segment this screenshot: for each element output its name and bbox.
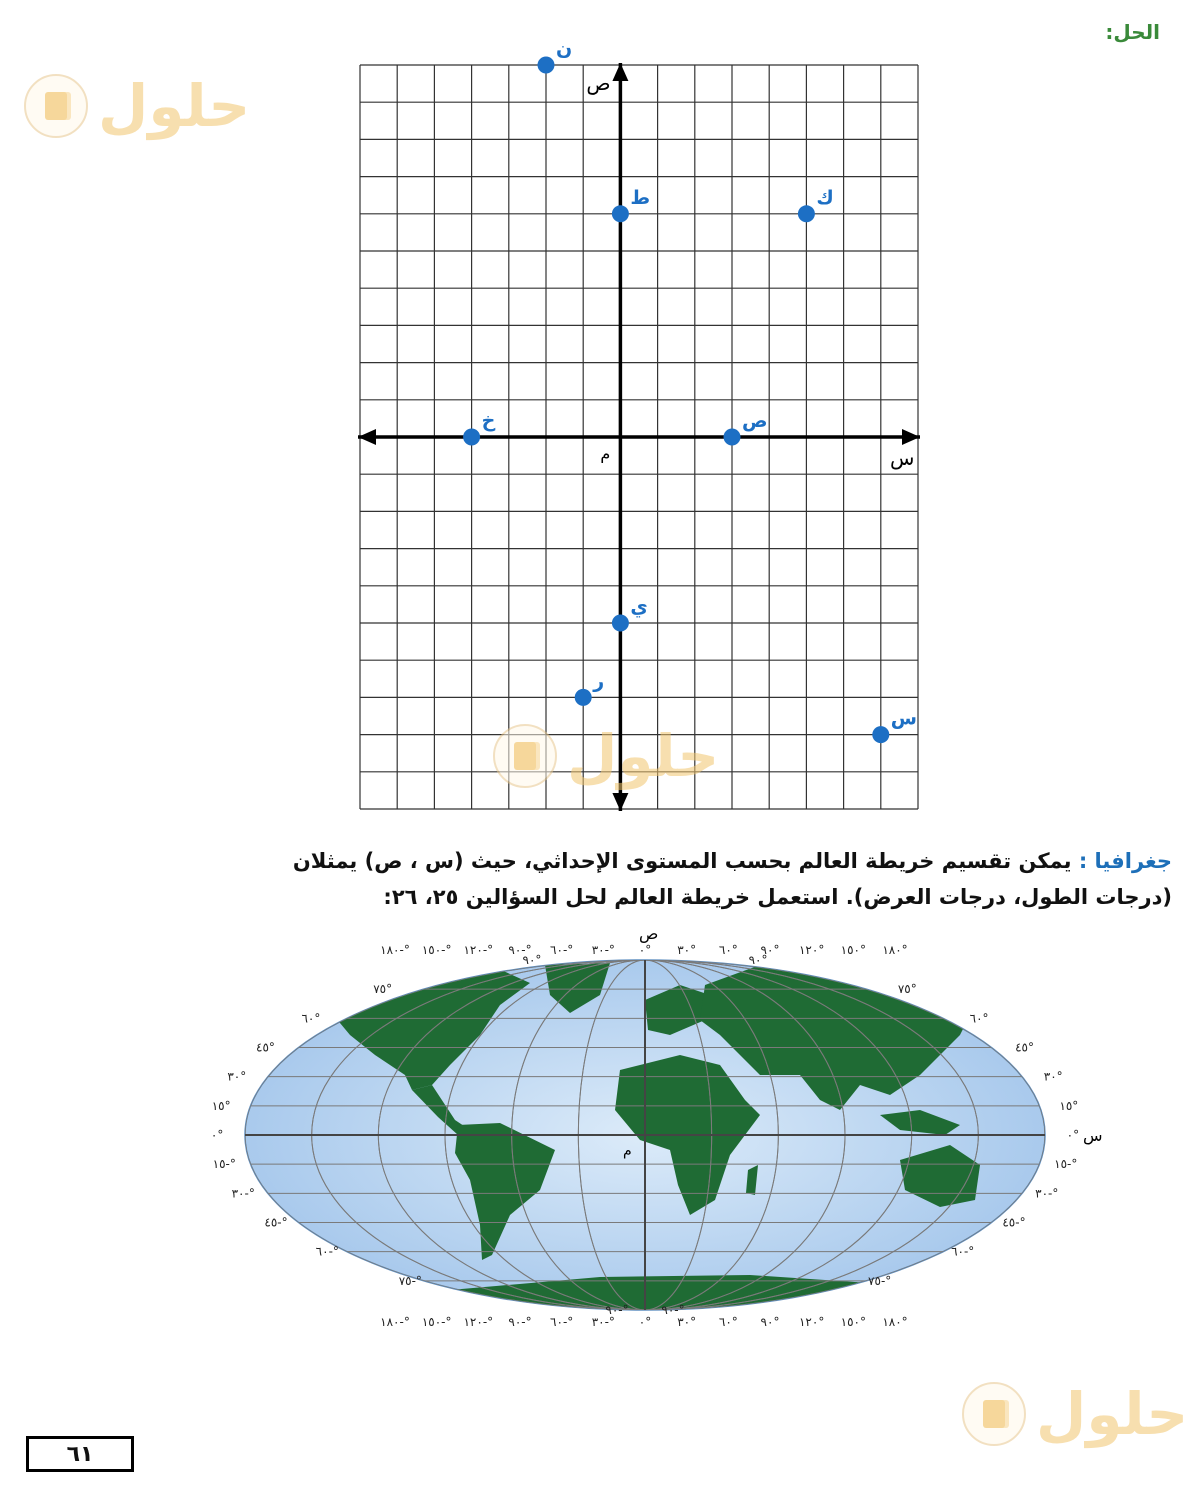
latitude-label-right: ١٥° bbox=[1059, 1098, 1079, 1113]
book-icon bbox=[493, 724, 557, 788]
longitude-label-bottom: ٩٠° bbox=[760, 1315, 780, 1329]
latitude-label-left: ٧٥-° bbox=[398, 1273, 422, 1288]
latitude-label-left: ٦٠° bbox=[301, 1011, 321, 1026]
longitude-label-top: ٣٠-° bbox=[591, 943, 615, 957]
point--4_0 bbox=[463, 429, 480, 446]
latitude-label-left: ٣٠-° bbox=[231, 1186, 255, 1201]
longitude-label-bottom: ١٢٠° bbox=[798, 1315, 825, 1329]
map-y-label: ص bbox=[639, 924, 659, 943]
longitude-label-top: ٦٠-° bbox=[550, 943, 574, 957]
problem-line-2: (درجات الطول، درجات العرض). استعمل خريطة العالم لحل السؤالين ٢٥، ٢٦: bbox=[383, 885, 1172, 909]
latitude-label-left: ٩٠-° bbox=[605, 1303, 629, 1317]
page-number: ٦١ bbox=[26, 1436, 134, 1472]
longitude-label-top: ١٢٠° bbox=[798, 943, 825, 957]
latitude-label-left: ٤٥-° bbox=[264, 1215, 288, 1230]
problem-text-1: يمكن تقسيم خريطة العالم بحسب المستوى الإحداثي، حيث (س ، ص) يمثلان bbox=[292, 849, 1072, 873]
latitude-label-right: ١٥-° bbox=[1054, 1157, 1078, 1172]
longitude-label-top: ٩٠-° bbox=[508, 943, 532, 957]
longitude-label-top: ١٨٠° bbox=[882, 943, 908, 957]
latitude-label-right: ٦٠° bbox=[969, 1011, 989, 1026]
point-label: خ bbox=[481, 410, 496, 432]
world-map bbox=[200, 924, 1160, 1329]
longitude-label-top: ٩٠° bbox=[760, 943, 780, 957]
y-axis-arrow-down bbox=[612, 793, 628, 811]
latitude-label-right: ٧٥° bbox=[897, 982, 917, 997]
point-3_0 bbox=[724, 429, 741, 446]
book-icon bbox=[24, 74, 88, 138]
latitude-label-right: ٦٠-° bbox=[951, 1244, 975, 1259]
latitude-label-left: ٩٠° bbox=[522, 953, 542, 967]
longitude-label-bottom: ٦٠° bbox=[718, 1315, 738, 1329]
latitude-label-left: ٤٥° bbox=[256, 1040, 275, 1055]
map-origin-label: م bbox=[623, 1143, 632, 1159]
point-label: ر bbox=[593, 670, 605, 693]
longitude-label-bottom: ١٨٠° bbox=[882, 1315, 908, 1329]
problem-statement bbox=[172, 843, 1172, 915]
problem-line-1 bbox=[172, 843, 1172, 879]
latitude-label-left: ١٥° bbox=[211, 1098, 231, 1113]
latitude-label-right: ٧٥-° bbox=[868, 1273, 892, 1288]
book-icon bbox=[962, 1382, 1026, 1446]
longitude-label-top: ٦٠° bbox=[718, 943, 738, 957]
latitude-label-left: ١٥-° bbox=[212, 1157, 236, 1172]
x-axis-label: س bbox=[890, 446, 915, 470]
point-0_-5 bbox=[612, 615, 629, 632]
latitude-label-right: ٤٥° bbox=[1015, 1040, 1034, 1055]
watermark-logo-middle bbox=[493, 722, 719, 790]
origin-label: م bbox=[600, 444, 611, 463]
latitude-label-right: ٩٠-° bbox=[661, 1303, 685, 1317]
y-axis-arrow-up bbox=[612, 63, 628, 81]
point-7_-8 bbox=[872, 726, 889, 743]
watermark-logo-top bbox=[24, 72, 250, 140]
latitude-label-right: ٣٠° bbox=[1043, 1069, 1063, 1084]
longitude-label-bottom: ١٨٠-° bbox=[380, 1315, 410, 1329]
solution-label: الحل: bbox=[1105, 20, 1160, 44]
point-label: ي bbox=[630, 596, 648, 618]
longitude-label-top: ١٥٠-° bbox=[421, 943, 452, 957]
point-label: ك bbox=[816, 186, 834, 209]
latitude-label-left: ٠° bbox=[210, 1128, 224, 1142]
x-axis-arrow-left bbox=[358, 429, 376, 445]
coordinate-grid bbox=[350, 38, 940, 815]
watermark-text: حلول bbox=[98, 72, 251, 140]
x-axis-arrow-right bbox=[902, 429, 920, 445]
longitude-label-top: ١٢٠-° bbox=[463, 943, 494, 957]
longitude-label-bottom: ٣٠-° bbox=[591, 1315, 615, 1329]
point--1_-7 bbox=[575, 689, 592, 706]
longitude-label-bottom: ١٥٠-° bbox=[421, 1315, 452, 1329]
latitude-label-right: ٤٥-° bbox=[1002, 1215, 1026, 1230]
point-5_6 bbox=[798, 205, 815, 222]
longitude-label-bottom: ٠° bbox=[638, 1315, 652, 1329]
point-label: ص bbox=[742, 410, 768, 432]
longitude-label-bottom: ١٢٠-° bbox=[463, 1315, 494, 1329]
longitude-label-bottom: ١٥٠° bbox=[840, 1315, 867, 1329]
longitude-label-top: ٠° bbox=[638, 943, 652, 957]
latitude-label-left: ٧٥° bbox=[373, 982, 393, 997]
latitude-label-left: ٦٠-° bbox=[315, 1244, 339, 1259]
point--2_10 bbox=[538, 57, 555, 74]
watermark-text: حلول bbox=[1036, 1380, 1189, 1448]
latitude-label-right: ٣٠-° bbox=[1035, 1186, 1059, 1201]
longitude-label-bottom: ٩٠-° bbox=[508, 1315, 532, 1329]
problem-topic: جغرافيا : bbox=[1078, 849, 1172, 873]
latitude-label-right: ٠° bbox=[1066, 1128, 1080, 1142]
point-0_6 bbox=[612, 205, 629, 222]
longitude-label-top: ١٨٠-° bbox=[380, 943, 410, 957]
longitude-label-top: ٣٠° bbox=[677, 943, 697, 957]
point-label: ط bbox=[630, 186, 651, 209]
y-axis-label: ص bbox=[586, 71, 611, 95]
longitude-label-bottom: ٣٠° bbox=[677, 1315, 697, 1329]
watermark-text: حلول bbox=[567, 722, 720, 790]
latitude-label-right: ٩٠° bbox=[748, 953, 768, 967]
map-x-label: س bbox=[1083, 1126, 1103, 1145]
latitude-label-left: ٣٠° bbox=[227, 1069, 247, 1084]
point-label: ن bbox=[556, 38, 573, 60]
watermark-logo-bottom bbox=[962, 1380, 1188, 1448]
longitude-label-top: ١٥٠° bbox=[840, 943, 867, 957]
longitude-label-bottom: ٦٠-° bbox=[550, 1315, 574, 1329]
point-label: س bbox=[890, 707, 918, 730]
